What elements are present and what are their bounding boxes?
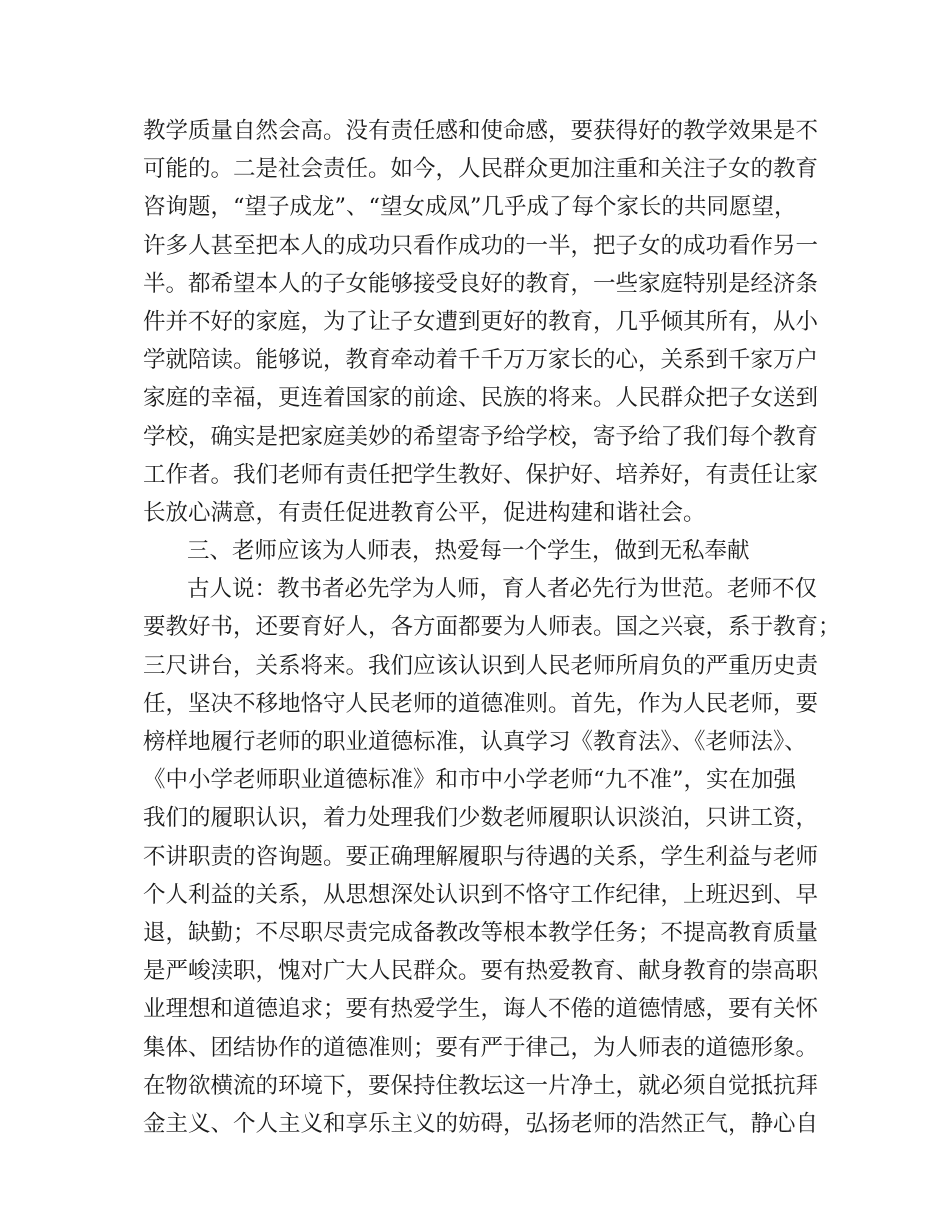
text-line: 在物欲横流的环境下，要保持住教坛这一片净土，就必须自觉抵抗拜 — [143, 1072, 819, 1099]
text-line: 要教好书，还要育好人，各方面都要为人师表。国之兴衰，系于教育； — [143, 614, 841, 641]
text-line: 家庭的幸福，更连着国家的前途、民族的将来。人民群众把子女送到 — [143, 385, 819, 412]
text-line: 三尺讲台，关系将来。我们应该认识到人民老师所肩负的严重历史责 — [143, 652, 819, 679]
text-line: 个人利益的关系，从思想深处认识到不恪守工作纪律，上班迟到、早 — [143, 881, 819, 908]
text-line: 我们的履职认识，着力处理我们少数老师履职认识淡泊，只讲工资， — [143, 805, 819, 832]
text-line: 半。都希望本人的子女能够接受良好的教育，一些家庭特别是经济条 — [143, 270, 819, 297]
text-line: 榜样地履行老师的职业道德标准，认真学习《教育法》、《老师法》、 — [143, 729, 807, 755]
text-line: 学校，确实是把家庭美妙的希望寄予给学校，寄予给了我们每个教育 — [143, 423, 819, 450]
text-line: 是严峻渎职，愧对广大人民群众。要有热爱教育、献身教育的崇高职 — [143, 958, 819, 985]
text-line: 件并不好的家庭，为了让子女遭到更好的教育，几乎倾其所有，从小 — [143, 308, 819, 335]
text-line: 学就陪读。能够说，教育牵动着千千万万家长的心，关系到千家万户 — [143, 347, 819, 374]
text-line: 《中小学老师职业道德标准》和市中小学老师“九不准”，实在加强 — [143, 767, 797, 794]
section-heading: 三、老师应该为人师表，热爱每一个学生，做到无私奉献 — [187, 538, 750, 565]
text-line: 工作者。我们老师有责任把学生教好、保护好、培养好，有责任让家 — [143, 461, 819, 488]
text-line: 不讲职责的咨询题。要正确理解履职与待遇的关系，学生利益与老师 — [143, 843, 819, 870]
text-line: 集体、团结协作的道德准则；要有严于律己，为人师表的道德形象。 — [143, 1034, 819, 1061]
text-line: 古人说：教书者必先学为人师，育人者必先行为世范。老师不仅 — [187, 576, 818, 603]
text-line: 教学质量自然会高。没有责任感和使命感，要获得好的教学效果是不 — [143, 118, 819, 144]
text-line: 业理想和道德追求；要有热爱学生，诲人不倦的道德情感，要有关怀 — [143, 996, 819, 1023]
text-line: 咨询题，“望子成龙”、“望女成凤”几乎成了每个家长的共同愿望， — [143, 194, 797, 221]
text-line: 许多人甚至把本人的成功只看作成功的一半，把子女的成功看作另一 — [143, 232, 819, 259]
text-line: 金主义、个人主义和享乐主义的妨碍，弘扬老师的浩然正气，静心自 — [143, 1110, 819, 1137]
text-line: 退，缺勤；不尽职尽责完成备教改等根本教学任务；不提高教育质量 — [143, 919, 819, 946]
text-line: 长放心满意，有责任促进教育公平，促进构建和谐社会。 — [143, 499, 706, 526]
body-text — [143, 112, 841, 1143]
text-line: 任，坚决不移地恪守人民老师的道德准则。首先，作为人民老师，要 — [143, 690, 819, 717]
text-line: 可能的。二是社会责任。如今，人民群众更加注重和关注子女的教育 — [143, 156, 819, 183]
